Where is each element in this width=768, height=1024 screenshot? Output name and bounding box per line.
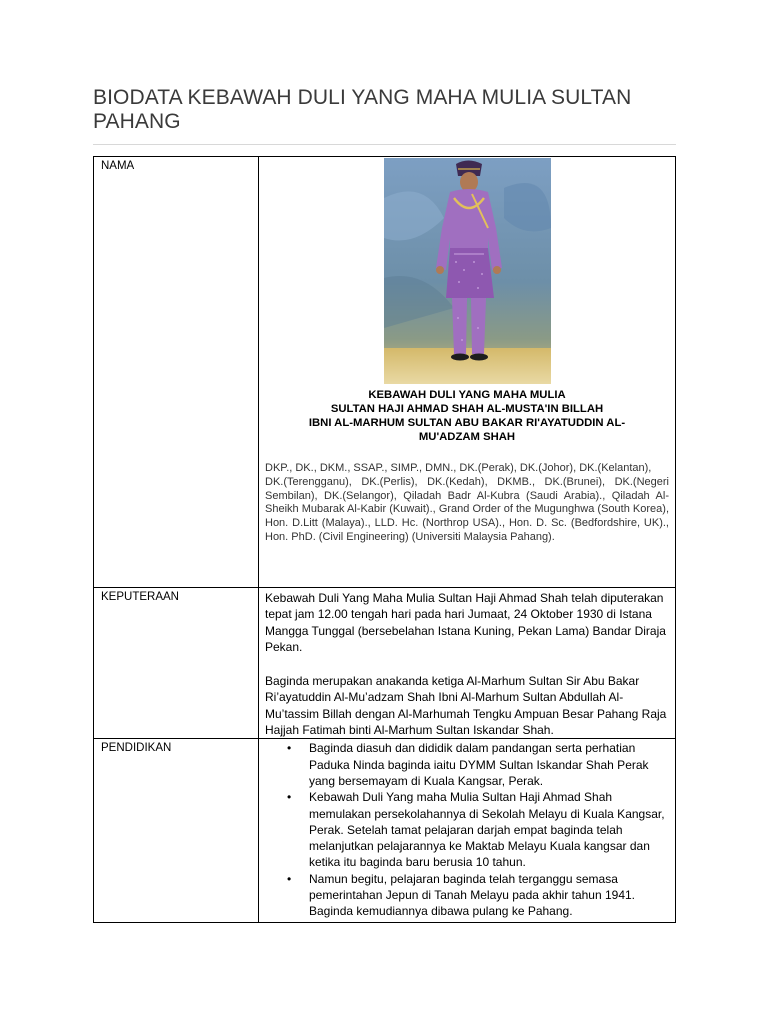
label-cell-keputeraan — [94, 588, 259, 739]
pendidikan-item-1: Baginda diasuh dan dididik dalam pandangan serta perhatian Paduka Ninda baginda iaitu DYMM Sultan Iskandar Shah Perak yang bersemayam di Kuala Kangsar, Perak. — [309, 741, 649, 788]
royal-title-line-1: KEBAWAH DULI YANG MAHA MULIA — [368, 389, 566, 401]
table-row-nama — [94, 157, 676, 588]
row-label-keputeraan: KEPUTERAAN — [101, 591, 179, 603]
page-title: BIODATA KEBAWAH DULI YANG MAHA MULIA SULTAN PAHANG — [93, 86, 632, 133]
honours-list — [259, 462, 675, 555]
portrait-image — [384, 158, 551, 384]
bullet-icon: • — [287, 790, 292, 805]
keputeraan-paragraph-1: Kebawah Duli Yang Maha Mulia Sultan Haji Ahmad Shah telah diputerakan tepat jam 12.00 tengah hari pada hari Jumaat, 24 Oktober 1930 di Istana Mangga Tunggal (bersebelahan Istana Kuning, Pekan Lama) Bandar Diraja Pekan. — [265, 591, 666, 654]
list-item — [287, 789, 669, 870]
value-cell-pendidikan — [259, 739, 676, 922]
pendidikan-item-3: Namun begitu, pelajaran baginda telah terganggu semasa pemerintahan Jepun di Tanah Melayu pada akhir tahun 1941. Baginda kemudiannya dibawa pulang ke Pahang. — [309, 871, 636, 919]
keputeraan-paragraph-2: Baginda merupakan anakanda ketiga Al-Marhum Sultan Sir Abu Bakar Ri’ayatuddin Al-Mu’adzam Shah Ibni Al-Marhum Sultan Abdullah Al-Mu’tassim Billah dengan Al-Marhumah Tengku Ampuan Besar Pahang Raja Hajjah Fatimah binti Al-Marhum Sultan Iskandar Shah. — [265, 674, 667, 738]
sultan-portrait-photo — [384, 158, 551, 384]
honours-line-2: DK.(Terengganu), DK.(Perlis), DK.(Kedah), DKMB., DK.(Brunei), DK.(Negeri Sembilan), DK.(Selangor), Qiladah Badr Al-Kubra (Saudi Arabia)., Qiladah Al-Sheikh Mubarak Al-Kabir (Kuwait)., Grand Order of the Mugunghwa (South Korea), Hon. D.Litt (Malaya)., LLD. Hc. (Northrop USA)., Hon. D. Sc. (Bedfordshire, UK)., Hon. PhD. (Civil Engineering) (Universiti Malaysia Pahang). — [265, 475, 669, 543]
value-cell-nama — [259, 157, 676, 588]
bullet-icon: • — [287, 871, 292, 886]
bullet-icon: • — [287, 741, 292, 756]
honours-line-1: DKP., DK., DKM., SSAP., SIMP., DMN., DK.(Perak), DK.(Johor), DK.(Kelantan), — [265, 462, 652, 474]
royal-title-line-3: IBNI AL-MARHUM SULTAN ABU BAKAR RI'AYATUDDIN AL-MU'ADZAM SHAH — [308, 417, 626, 443]
table-row-keputeraan — [94, 588, 676, 739]
royal-title-line-2: SULTAN HAJI AHMAD SHAH AL-MUSTA'IN BILLAH — [330, 403, 604, 415]
row-label-nama: NAMA — [101, 160, 135, 172]
title-divider — [93, 144, 676, 145]
table-row-pendidikan — [94, 739, 676, 922]
label-cell-nama — [94, 157, 259, 588]
pendidikan-list — [259, 740, 675, 919]
value-cell-keputeraan — [259, 588, 676, 739]
label-cell-pendidikan — [94, 739, 259, 922]
list-item — [287, 871, 669, 920]
biodata-table — [93, 156, 676, 923]
row-label-pendidikan: PENDIDIKAN — [101, 742, 172, 755]
list-item — [287, 740, 669, 789]
pendidikan-item-2: Kebawah Duli Yang maha Mulia Sultan Haji Ahmad Shah memulakan persekolahannya di Sekolah Melayu di Kuala Kangsar, Perak. Setelah tamat pelajaran darjah empat baginda telah melanjutkan pelajarannya ke Maktab Melayu Kuala kangsar dan ketika itu baginda baru berusia 10 tahun. — [309, 790, 665, 870]
